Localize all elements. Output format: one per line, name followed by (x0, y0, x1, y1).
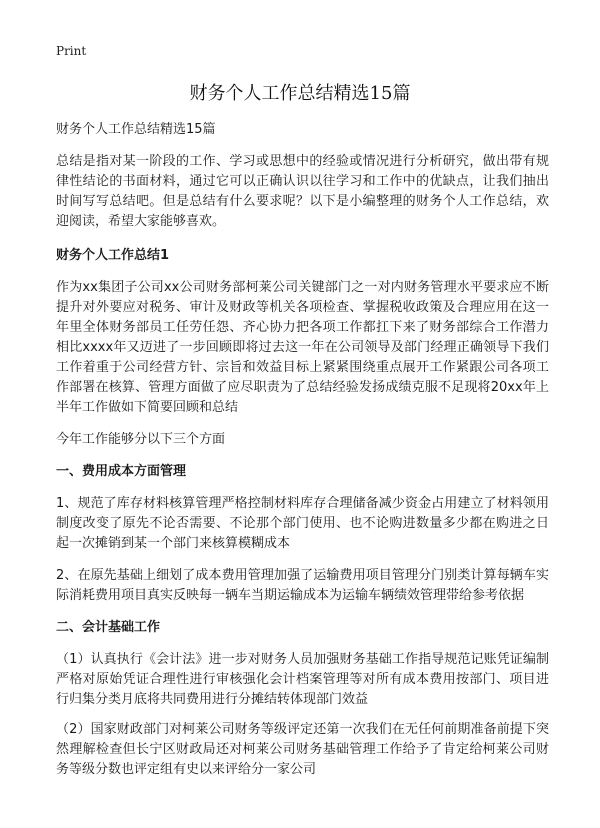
section-1-paragraph: 作为xx集团子公司xx公司财务部柯莱公司关键部门之一对内财务管理水平要求应不断提升对外要应对税务、审计及财政等机关各项检查、掌握税收政策及合理应用在这一年里全体财务部员工任劳任怨、齐心协力把各项工作都扛下来了财务部综合工作潜力相比xxxx年又迈进了一步回顾即将过去这一年在公司领导及部门经理正确领导下我们工作着重于公司经营方针、宗旨和效益目标上紧紧围绕重点展开工作紧跟公司各项工作部署在核算、管理方面做了应尽职责为了总结经验发扬成绩克服不足现将20xx年上半年工作做如下简要回顾和总结 (56, 280, 549, 415)
accounting-item-2: （2）国家财政部门对柯莱公司财务等级评定还第一次我们在无任何前期准备前提下突然理解检查但长宁区财政局还对柯莱公司财务基础管理工作给予了肯定给柯莱公司财务等级分数也评定组有史以来评给分一家公司 (56, 722, 549, 777)
heading-cost-management: 一、费用成本方面管理 (56, 464, 187, 479)
document-subtitle: 财务个人工作总结精选15篇 (56, 122, 216, 137)
print-label: Print (56, 44, 87, 58)
three-aspects-line: 今年工作能够分以下三个方面 (56, 432, 226, 447)
heading-accounting-basics: 二、会计基础工作 (56, 620, 161, 635)
document-title: 财务个人工作总结精选15篇 (189, 83, 411, 104)
cost-item-2: 2、在原先基础上细划了成本费用管理加强了运输费用项目管理分门别类计算每辆车实际消耗费用项目真实反映每一辆车当期运输成本为运输车辆绩效管理带给参考依据 (56, 568, 549, 603)
document-body (56, 120, 549, 790)
accounting-item-1: （1）认真执行《会计法》进一步对财务人员加强财务基础工作指导规范记账凭证编制严格对原始凭证合理性进行审核强化会计档案管理等对所有成本费用按部门、项目进行归集分类月底将共同费用进行分摊结转体现部门效益 (56, 652, 549, 707)
section-heading-1: 财务个人工作总结1 (56, 248, 170, 263)
intro-paragraph: 总结是指对某一阶段的工作、学习或思想中的经验或情况进行分析研究，做出带有规律性结论的书面材料，通过它可以正确认识以往学习和工作中的优缺点，让我们抽出时间写写总结吧。但是总结有什么要求呢？以下是小编整理的财务个人工作总结，欢迎阅读，希望大家能够喜欢。 (56, 154, 549, 229)
cost-item-1: 1、规范了库存材料核算管理严格控制材料库存合理储备减少资金占用建立了材料领用制度改变了原先不论否需要、不论那个部门使用、也不论购进数量多少都在购进之日起一次摊销到某一个部门来核算模糊成本 (56, 496, 549, 551)
